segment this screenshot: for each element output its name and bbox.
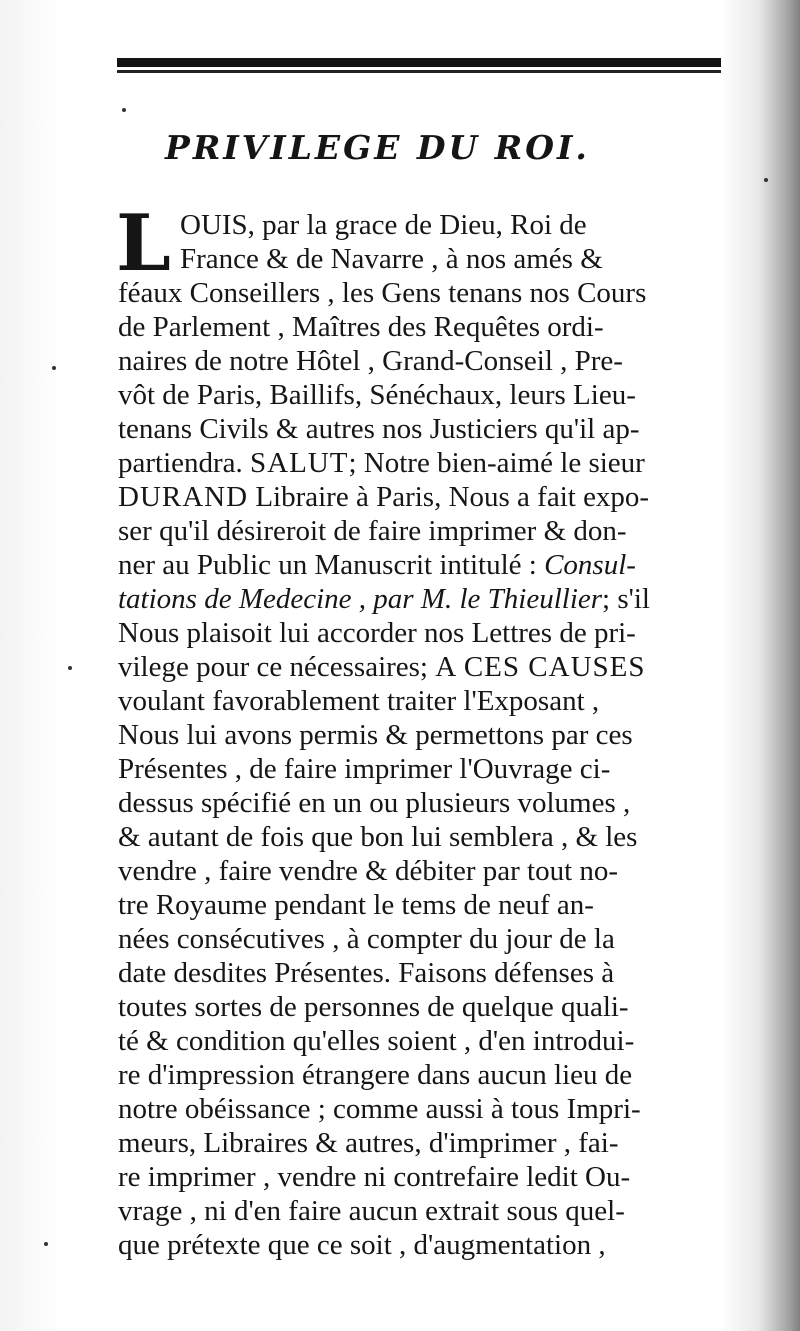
header-rule [117, 54, 721, 76]
text-line: voulant favorablement traiter l'Exposant , [118, 685, 600, 717]
text-line: vrage , ni d'en faire aucun extrait sous quel- [118, 1195, 625, 1227]
text-line: tenans Civils & autres nos Justiciers qu'il ap- [118, 413, 640, 445]
print-speck [68, 666, 72, 670]
text-line: naires de notre Hôtel , Grand-Conseil , Pre- [118, 345, 623, 377]
text-line: & autant de fois que bon lui semblera , & les [118, 821, 638, 853]
text-line: DURAND Libraire à Paris, Nous a fait expo- [118, 481, 650, 513]
text-line: tre Royaume pendant le tems de neuf an- [118, 889, 594, 921]
text-line: re imprimer , vendre ni contrefaire ledit Ou- [118, 1161, 631, 1193]
text-line: té & condition qu'elles soient , d'en introdui- [118, 1025, 635, 1057]
text-line: féaux Conseillers , les Gens tenans nos Cours [118, 277, 647, 309]
print-speck [122, 108, 126, 112]
book-title-italic: Consul- [544, 549, 636, 581]
text-line: notre obéissance ; comme aussi à tous Impri- [118, 1093, 641, 1125]
text-line: date desdites Présentes. Faisons défenses à [118, 957, 615, 989]
page-title: PRIVILEGE DU ROI. [165, 128, 590, 167]
book-title-italic: tations de Medecine , par M. le Thieullier [118, 583, 603, 615]
header-rule-thin [117, 70, 721, 73]
text-line: ner au Public un Manuscrit intitulé : Consul- [118, 549, 636, 581]
text-line: meurs, Libraires & autres, d'imprimer , fai- [118, 1127, 619, 1159]
privilege-text [116, 198, 758, 1262]
drop-cap: L [116, 198, 171, 289]
text-line: vendre , faire vendre & débiter par tout no- [118, 855, 619, 887]
text-line: Nous plaisoit lui accorder nos Lettres de pri- [118, 617, 636, 649]
text-line: toutes sortes de personnes de quelque quali- [118, 991, 629, 1023]
print-speck [44, 1242, 48, 1246]
text-line: tations de Medecine , par M. le Thieullier; s'il [118, 583, 650, 615]
text-line: que prétexte que ce soit , d'augmentation , [118, 1229, 606, 1261]
text-line: de Parlement , Maîtres des Requêtes ordi- [118, 311, 604, 343]
text-line: Nous lui avons permis & permettons par ces [118, 719, 633, 751]
text-line: nées consécutives , à compter du jour de la [118, 923, 615, 955]
text-line: partiendra. SALUT; Notre bien-aimé le sieur [118, 447, 645, 479]
print-speck [764, 178, 768, 182]
text-line: Présentes , de faire imprimer l'Ouvrage ci- [118, 753, 611, 785]
text-line: vôt de Paris, Baillifs, Sénéchaux, leurs Lieu- [118, 379, 636, 411]
header-rule-thick [117, 58, 721, 67]
text-line: ser qu'il désireroit de faire imprimer & don- [118, 515, 627, 547]
text-line: dessus spécifié en un ou plusieurs volumes , [118, 787, 631, 819]
text-line: vilege pour ce nécessaires; A CES CAUSES [118, 651, 646, 683]
print-speck [52, 366, 56, 370]
text-line: France & de Navarre , à nos amés & [180, 243, 603, 275]
salut-smallcaps: SALUT [250, 447, 349, 479]
page-gutter-shadow [758, 0, 800, 1331]
text-line: OUIS, par la grace de Dieu, Roi de [180, 209, 587, 241]
durand-smallcaps: DURAND [118, 481, 249, 513]
text-line: re d'impression étrangere dans aucun lieu de [118, 1059, 633, 1091]
a-ces-causes-smallcaps: A CES CAUSES [435, 651, 646, 683]
